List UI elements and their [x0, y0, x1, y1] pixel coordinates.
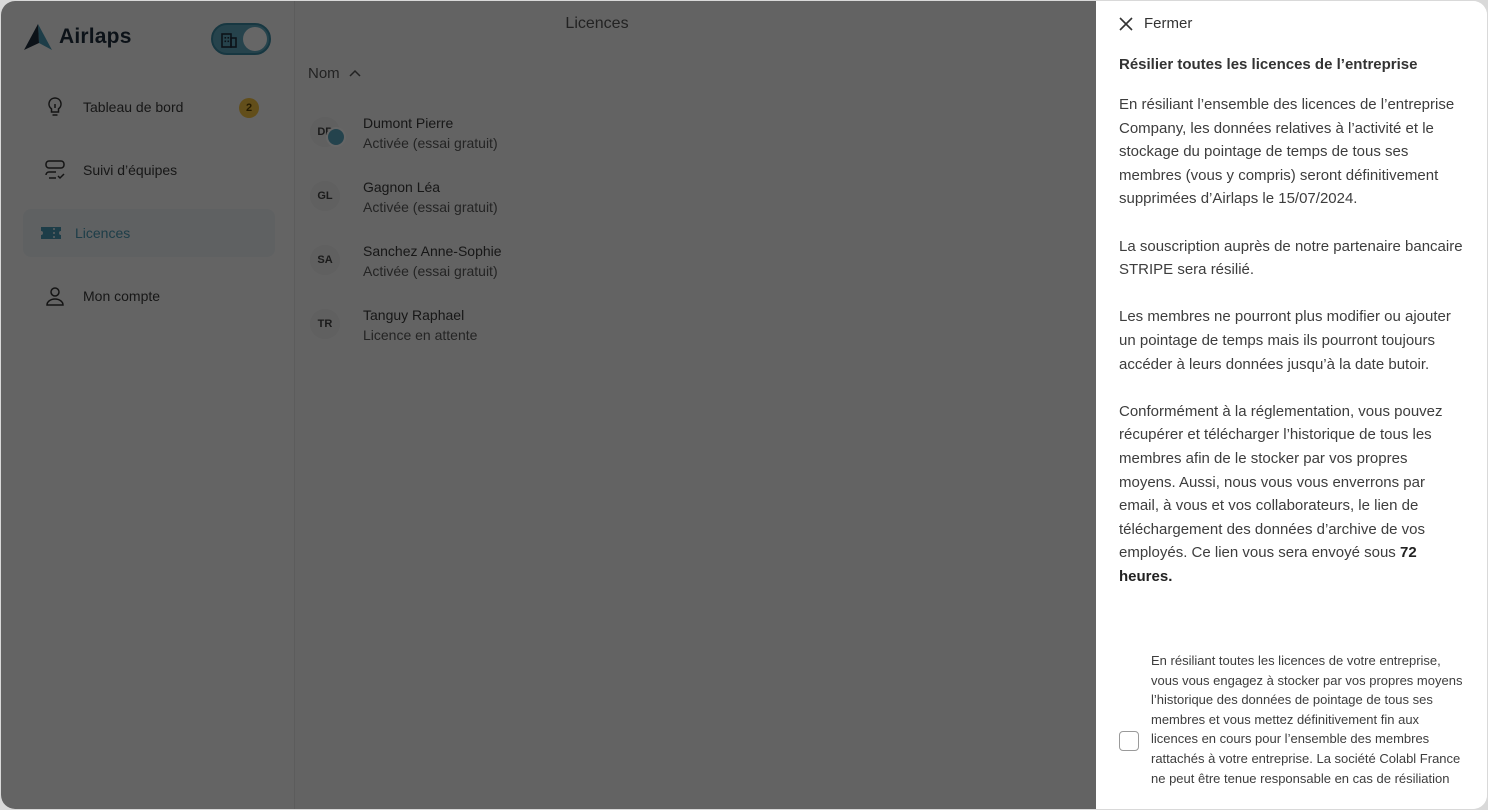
delay-highlight: 72 heures. [1119, 544, 1417, 585]
app-window [1, 1, 1487, 809]
terminate-licences-drawer [1096, 1, 1487, 809]
drawer-body [1119, 93, 1467, 612]
close-label: Fermer [1144, 15, 1193, 32]
consent-text: En résiliant toutes les licences de votre entreprise, vous vous engagez à stocker par vos propres moyens l’historique des données de pointage de tous ses membres et vous mettez définitivement fin aux licences en cours pour l’ensemble des membres rattachés à votre entreprise. La société Colabl France ne peut être tenue responsable en cas de résiliation [1151, 653, 1463, 786]
info-paragraph: Les membres ne pourront plus modifier ou ajouter un pointage de temps mais ils pourront toujours accéder à leurs données jusqu’à la date butoir. [1119, 308, 1451, 373]
consent-checkbox[interactable] [1119, 731, 1139, 751]
drawer-title: Résilier toutes les licences de l’entreprise [1119, 56, 1418, 73]
close-icon [1118, 16, 1134, 32]
info-paragraph: La souscription auprès de notre partenaire bancaire STRIPE sera résilié. [1119, 237, 1463, 279]
modal-backdrop[interactable] [1, 1, 1096, 809]
info-paragraph: En résiliant l’ensemble des licences de l’entreprise Company, les données relatives à l’activité et le stockage du pointage de temps de tous ses membres (vous y compris) seront définitivement supprimées d’Airlaps le 15/07/2024. [1119, 96, 1455, 208]
info-text: Conformément à la réglementation, vous pouvez récupérer et télécharger l’historique de tous les membres afin de le stocker par vos propres moyens. Aussi, nous vous vous enverrons par email, à vous et vos collaborateurs, le lien de téléchargement des données d’archive de vos employés. Ce lien vous sera envoyé sous [1119, 402, 1443, 562]
info-paragraph [1119, 400, 1467, 589]
close-button[interactable] [1118, 15, 1192, 32]
